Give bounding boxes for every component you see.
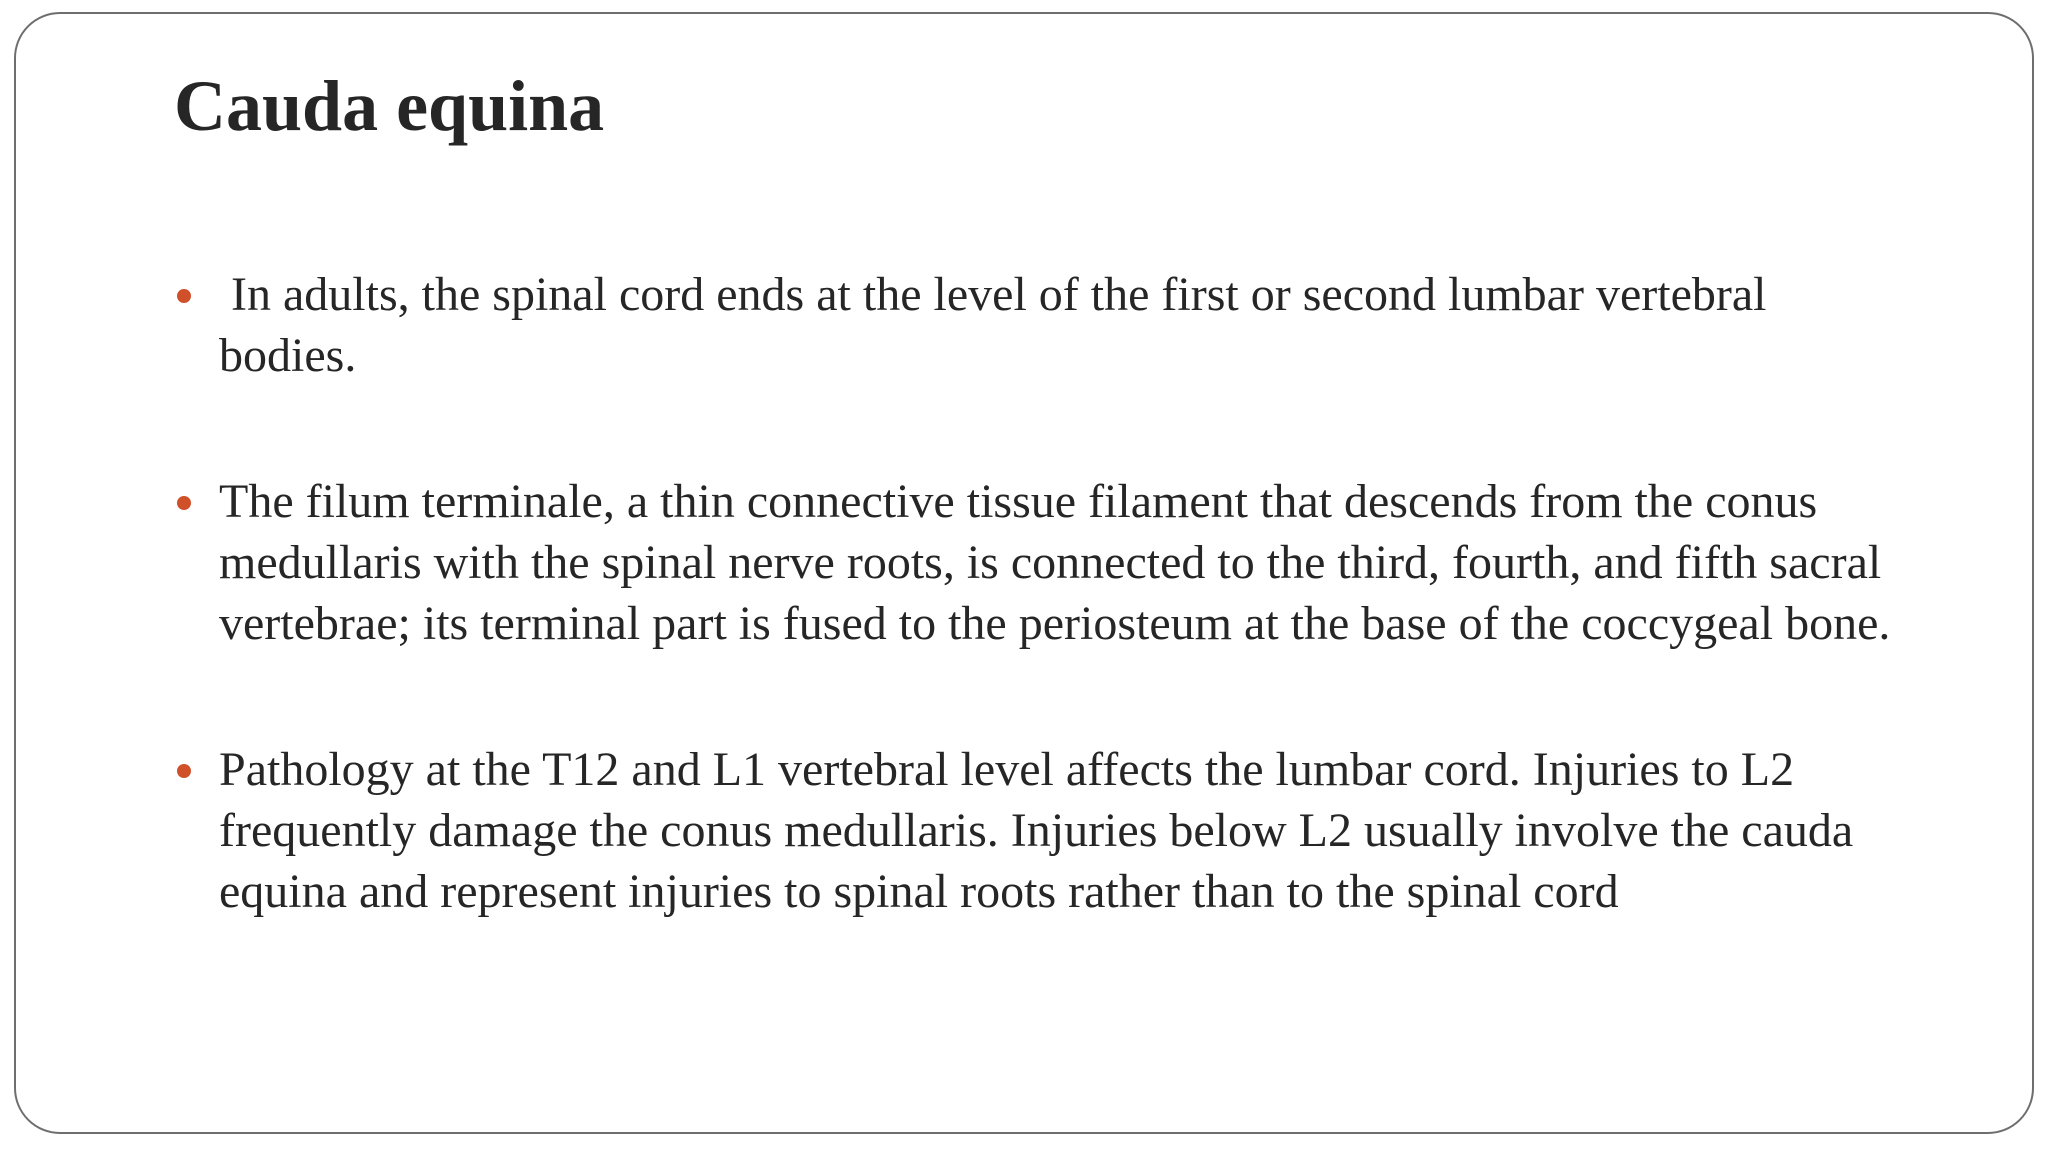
bullet-text: Pathology at the T12 and L1 vertebral level affects the lumbar cord. Injuries to L2 frequently damage the conus medullaris. Injuries below L2 usually involve the cauda equina and represent injuries to spinal roots rather than to the spinal cord <box>219 743 1866 918</box>
bullet-list <box>174 264 1914 922</box>
bullet-item <box>174 471 1914 654</box>
slide-frame <box>14 12 2034 1134</box>
bullet-dot-icon <box>177 496 191 510</box>
bullet-dot-icon <box>177 764 191 778</box>
bullet-text: In adults, the spinal cord ends at the level of the first or second lumbar vertebral bodies. <box>219 268 1779 382</box>
bullet-item <box>174 739 1914 922</box>
bullet-text: The filum terminale, a thin connective tissue filament that descends from the conus medullaris with the spinal nerve roots, is connected to the third, fourth, and fifth sacral vertebrae; its terminal part is fused to the periosteum at the base of the coccygeal bone. <box>219 475 1894 650</box>
bullet-dot-icon <box>177 289 191 303</box>
slide-title: Cauda equina <box>174 66 605 146</box>
bullet-item <box>174 264 1914 386</box>
